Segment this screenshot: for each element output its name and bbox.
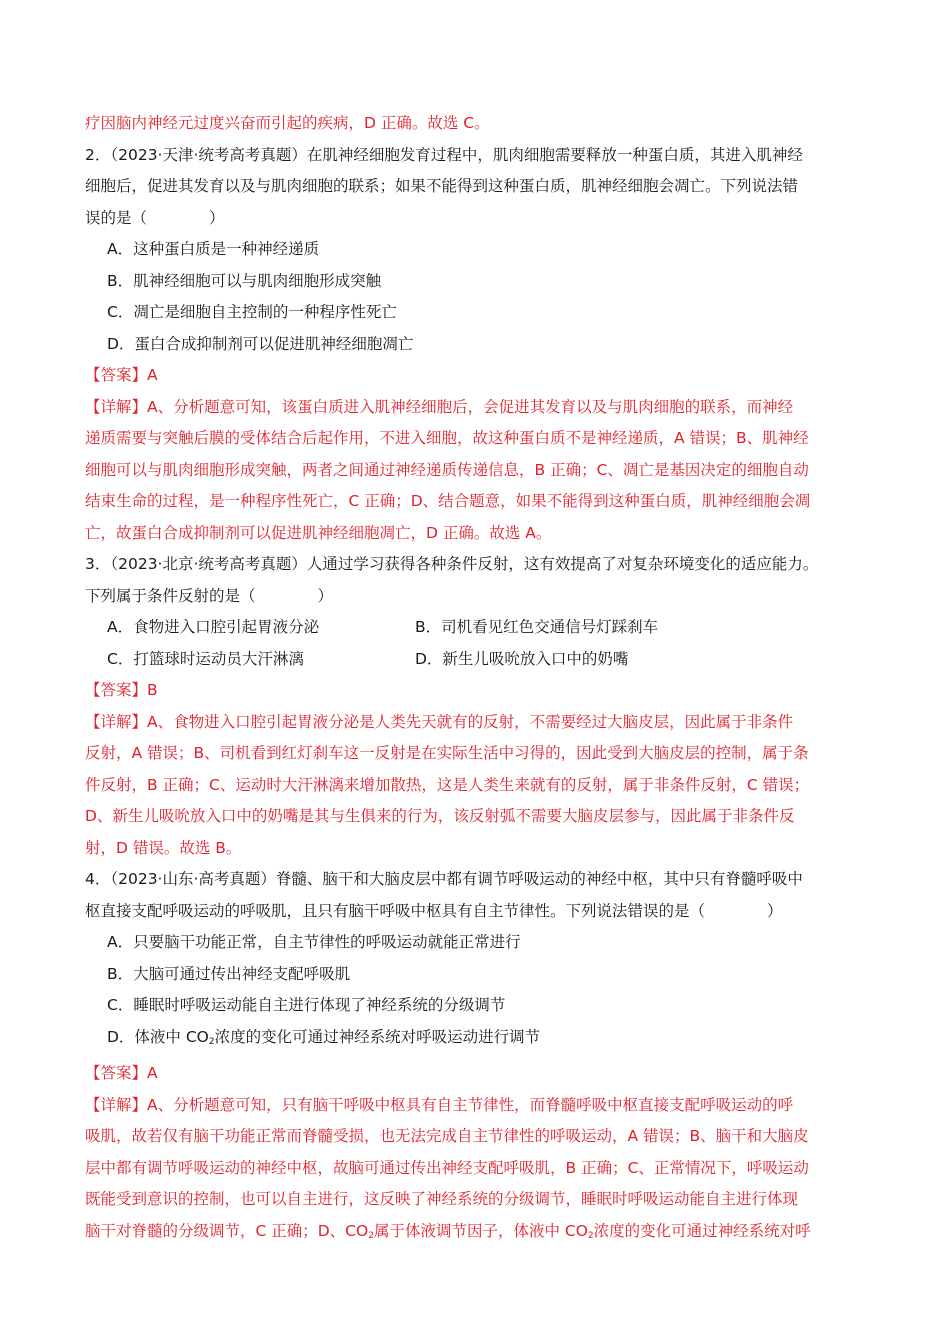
question-2-option-a: A．这种蛋白质是一种神经递质 — [107, 240, 320, 258]
explanation-text: 属于体液调节因子，体液中 CO — [373, 1221, 588, 1240]
question-3-options-row — [85, 612, 865, 644]
question-3-stem: 下列属于条件反射的是（ ） — [85, 586, 334, 605]
question-3-explanation: 反射，A 错误；B、司机看到红灯刹车这一反射是在实际生活中习得的，因此受到大脑皮层的控制，属于条 — [85, 744, 809, 762]
question-2-explanation: 亡，故蛋白合成抑制剂可以促进肌神经细胞凋亡，D 正确。故选 A。 — [85, 523, 552, 542]
question-4-explanation: 吸肌，故若仅有脑干功能正常而脊髓受损，也无法完成自主节律性的呼吸运动，A 错误；B、脑干和大脑皮 — [85, 1127, 809, 1145]
question-3-explanation: D、新生儿吸吮放入口中的奶嘴是其与生俱来的行为，该反射弧不需要大脑皮层参与，因此属于非条件反 — [85, 807, 795, 825]
question-4-explanation: 层中都有调节呼吸运动的神经中枢，故脑可通过传出神经支配呼吸肌，B 正确；C、正常情况下，呼吸运动 — [85, 1158, 809, 1177]
option-d-text: D．体液中 CO — [107, 1027, 209, 1046]
question-4-option-b: B．大脑可通过传出神经支配呼吸肌 — [107, 964, 351, 983]
question-2-option-d: D．蛋白合成抑制剂可以促进肌神经细胞凋亡 — [107, 334, 414, 353]
question-4-option-d — [85, 1022, 865, 1059]
question-3-answer: 【答案】B — [85, 681, 158, 699]
question-3-options-row — [85, 644, 865, 676]
option-d-text: 浓度的变化可通过神经系统对呼吸运动进行调节 — [214, 1027, 541, 1046]
question-3-explanation: 射，D 错误。故选 B。 — [85, 838, 242, 857]
question-3-option-c: C．打篮球时运动员大汗淋漓 — [107, 649, 304, 668]
question-4-explanation: 【详解】A、分析题意可知，只有脑干呼吸中枢具有自主节律性，而脊髓呼吸中枢直接支配呼吸运动的呼 — [85, 1095, 794, 1114]
question-4-option-c: C．睡眠时呼吸运动能自主进行体现了神经系统的分级调节 — [107, 996, 506, 1014]
question-3-option-b: B．司机看见红色交通信号灯踩刹车 — [415, 618, 659, 636]
question-2-stem: 误的是（ ） — [85, 208, 225, 227]
question-2-stem: 细胞后，促进其发育以及与肌肉细胞的联系；如果不能得到这种蛋白质，肌神经细胞会凋亡。下列说法错 — [85, 177, 799, 195]
question-2-option-b: B．肌神经细胞可以与肌肉细胞形成突触 — [107, 271, 382, 290]
question-2-answer: 【答案】A — [85, 366, 158, 384]
subscript: 2 — [368, 1230, 374, 1241]
document-page — [85, 108, 865, 1252]
subscript: 2 — [208, 1036, 215, 1047]
question-3-option-a: A．食物进入口腔引起胃液分泌 — [107, 618, 320, 636]
question-4-explanation — [85, 1216, 865, 1253]
question-2-explanation: 【详解】A、分析题意可知，该蛋白质进入肌神经细胞后，会促进其发育以及与肌肉细胞的联系，而神经 — [85, 397, 794, 416]
question-4-stem: 枢直接支配呼吸运动的呼吸肌，且只有脑干呼吸中枢具有自主节律性。下列说法错误的是（ ） — [85, 901, 783, 920]
question-4-stem: 4．（2023·山东·高考真题）脊髓、脑干和大脑皮层中都有调节呼吸运动的神经中枢，其中只有脊髓呼吸中 — [85, 870, 803, 888]
explanation-line: 疗因脑内神经元过度兴奋而引起的疾病，D 正确。故选 C。 — [85, 114, 490, 132]
question-3-stem: 3．（2023·北京·统考高考真题）人通过学习获得各种条件反射，这有效提高了对复杂环境变化的适应能力。 — [85, 555, 819, 573]
question-2-explanation: 结束生命的过程，是一种程序性死亡，C 正确；D、结合题意，如果不能得到这种蛋白质，肌神经细胞会凋 — [85, 492, 811, 510]
question-4-option-a: A．只要脑干功能正常，自主节律性的呼吸运动就能正常进行 — [107, 933, 521, 951]
question-3-explanation: 【详解】A、食物进入口腔引起胃液分泌是人类先天就有的反射，不需要经过大脑皮层，因此属于非条件 — [85, 712, 794, 731]
question-4-explanation: 既能受到意识的控制，也可以自主进行，这反映了神经系统的分级调节，睡眠时呼吸运动能自主进行体现 — [85, 1190, 799, 1208]
question-3-explanation: 件反射，B 正确；C、运动时大汗淋漓来增加散热，这是人类生来就有的反射，属于非条件反射，C 错误； — [85, 775, 810, 794]
question-3-option-d: D．新生儿吸吮放入口中的奶嘴 — [415, 649, 629, 668]
question-2-explanation: 递质需要与突触后膜的受体结合后起作用，不进入细胞，故这种蛋白质不是神经递质，A 错误；B、肌神经 — [85, 429, 809, 447]
question-2-stem: 2．（2023·天津·统考高考真题）在肌神经细胞发育过程中，肌肉细胞需要释放一种蛋白质，其进入肌神经 — [85, 145, 803, 164]
question-2-option-c: C．凋亡是细胞自主控制的一种程序性死亡 — [107, 303, 397, 321]
explanation-text: 脑干对脊髓的分级调节，C 正确；D、CO — [85, 1221, 369, 1240]
subscript: 2 — [587, 1230, 594, 1241]
question-4-answer: 【答案】A — [85, 1064, 158, 1082]
question-2-explanation: 细胞可以与肌肉细胞形成突触，两者之间通过神经递质传递信息，B 正确；C、凋亡是基因决定的细胞自动 — [85, 460, 809, 479]
explanation-text: 浓度的变化可通过神经系统对呼 — [593, 1221, 811, 1240]
